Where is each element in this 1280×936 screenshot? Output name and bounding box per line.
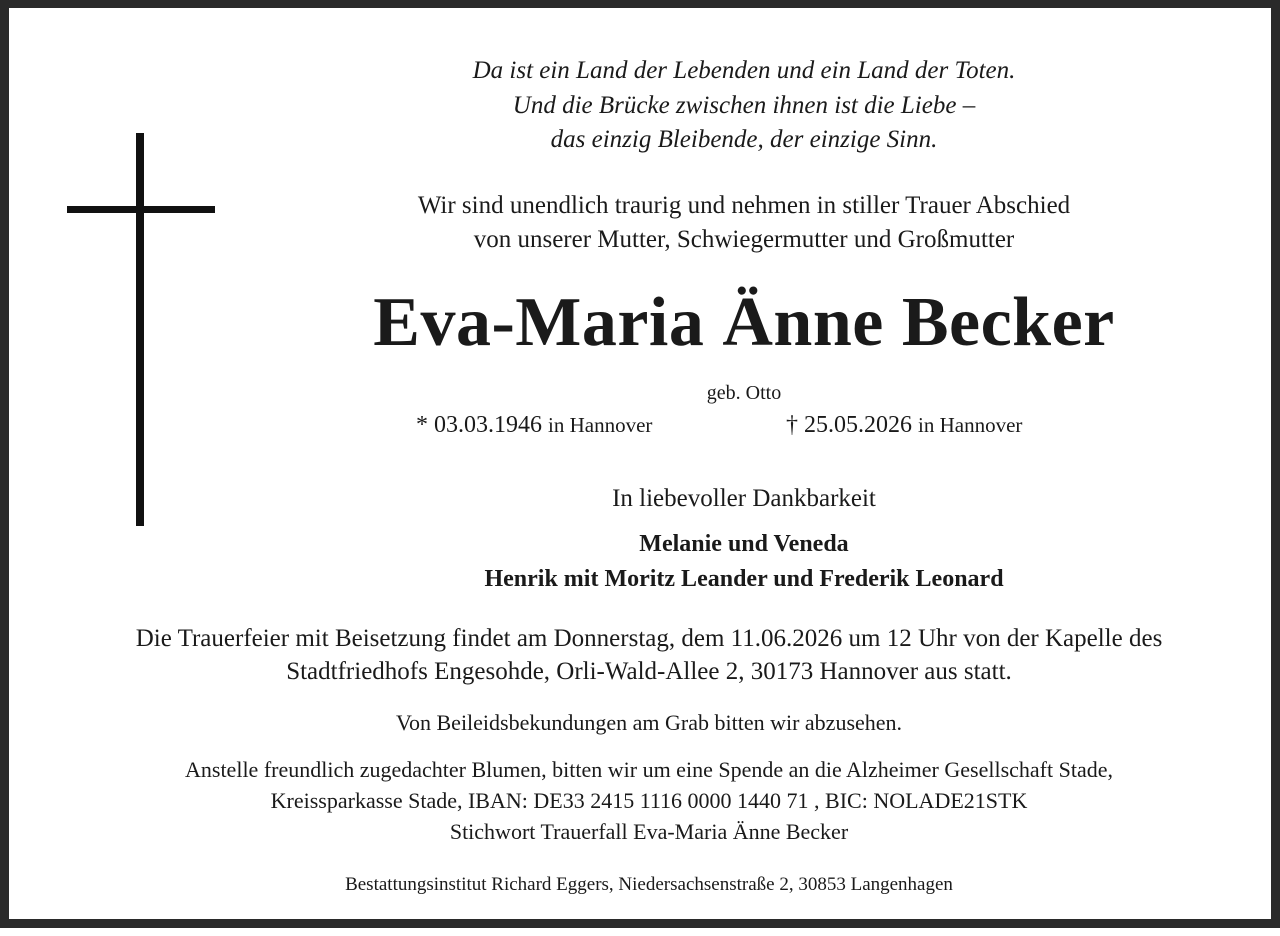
- verse-line-3: das einzig Bleibende, der einzige Sinn.: [550, 126, 938, 153]
- death-date: † 25.05.2026: [786, 412, 912, 438]
- verse-line-1: Da ist ein Land der Lebenden und ein Land der Toten.: [472, 57, 1016, 84]
- death-place: in Hannover: [918, 413, 1023, 437]
- gratitude-line: In liebevoller Dankbarkeit: [612, 485, 876, 512]
- donation-line-3: Stichwort Trauerfall Eva-Maria Änne Becker: [449, 819, 849, 844]
- service-line-1: Die Trauerfeier mit Beisetzung findet am Donnerstag, dem 11.06.2026 um 12 Uhr von der Kapelle des: [135, 625, 1163, 652]
- service-line-2: Stadtfriedhofs Engesohde, Orli-Wald-Allee 2, 30173 Hannover aus statt.: [286, 658, 1012, 685]
- condolence-notice: Von Beileidsbekundungen am Grab bitten wir abzusehen.: [395, 710, 903, 735]
- donation-line-2: Kreissparkasse Stade, IBAN: DE33 2415 1116 0000 1440 71 , BIC: NOLADE21STK: [270, 788, 1028, 813]
- birth-place: in Hannover: [548, 413, 653, 437]
- birth-info: [416, 413, 652, 437]
- death-info: [786, 413, 1022, 437]
- mourners-line-1: Melanie und Veneda: [639, 531, 849, 557]
- donation-line-1: Anstelle freundlich zugedachter Blumen, bitten wir um eine Spende an die Alzheimer Gesellschaft Stade,: [185, 757, 1113, 782]
- maiden-name: geb. Otto: [706, 382, 782, 404]
- intro-line-2: von unserer Mutter, Schwiegermutter und Großmutter: [473, 226, 1015, 253]
- birth-date: * 03.03.1946: [416, 412, 542, 438]
- mourners-line-2: Henrik mit Moritz Leander und Frederik Leonard: [484, 566, 1004, 592]
- verse-line-2: Und die Brücke zwischen ihnen ist die Liebe –: [512, 92, 976, 119]
- intro-line-1: Wir sind unendlich traurig und nehmen in stiller Trauer Abschied: [417, 192, 1071, 219]
- deceased-name: Eva-Maria Änne Becker: [373, 284, 1115, 361]
- funeral-home: Bestattungsinstitut Richard Eggers, Niedersachsenstraße 2, 30853 Langenhagen: [345, 874, 953, 895]
